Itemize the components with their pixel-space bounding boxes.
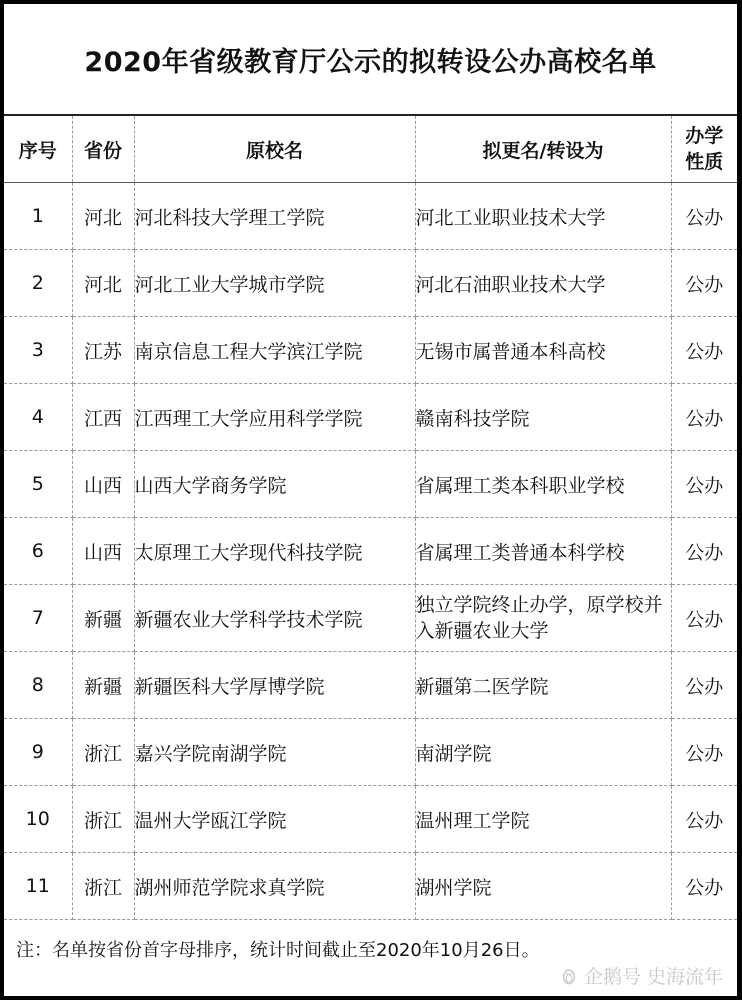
row-original-name: 新疆医科大学厚博学院 [134,652,415,719]
row-province: 新疆 [72,652,134,719]
row-original-name: 温州大学瓯江学院 [134,786,415,853]
row-province: 江苏 [72,317,134,384]
table-row [4,317,737,384]
row-renamed: 南湖学院 [415,719,671,786]
row-nature: 公办 [671,518,737,585]
row-renamed: 省属理工类本科职业学校 [415,451,671,518]
row-renamed: 河北工业职业技术大学 [415,183,671,250]
row-renamed: 赣南科技学院 [415,384,671,451]
row-province: 浙江 [72,786,134,853]
row-no: 1 [4,183,72,250]
row-renamed: 温州理工学院 [415,786,671,853]
table-row [4,652,737,719]
row-province: 浙江 [72,719,134,786]
row-province: 浙江 [72,853,134,920]
row-province: 江西 [72,384,134,451]
row-original-name: 嘉兴学院南湖学院 [134,719,415,786]
row-original-name: 山西大学商务学院 [134,451,415,518]
row-nature: 公办 [671,652,737,719]
row-no: 8 [4,652,72,719]
row-original-name: 新疆农业大学科学技术学院 [134,585,415,652]
document-frame [4,4,737,996]
row-nature: 公办 [671,317,737,384]
header-nature-line2: 性质 [685,151,724,173]
row-no: 5 [4,451,72,518]
row-province: 河北 [72,250,134,317]
table-row [4,250,737,317]
watermark [560,962,723,989]
watermark-text: 企鹅号 史海流年 [583,966,723,988]
table-header-row [4,115,737,183]
header-nature-line1: 办学 [685,125,724,147]
page-title: 2020年省级教育厅公示的拟转设公办高校名单 [84,46,657,78]
table-row [4,183,737,250]
row-province: 新疆 [72,585,134,652]
row-no: 4 [4,384,72,451]
row-nature: 公办 [671,585,737,652]
header-original: 原校名 [134,115,415,183]
schools-table [4,114,737,920]
row-nature: 公办 [671,183,737,250]
row-nature: 公办 [671,786,737,853]
row-nature: 公办 [671,451,737,518]
table-row [4,585,737,652]
row-nature: 公办 [671,719,737,786]
header-nature [671,115,737,183]
row-nature: 公办 [671,384,737,451]
row-province: 河北 [72,183,134,250]
row-province: 山西 [72,451,134,518]
row-renamed: 省属理工类普通本科学校 [415,518,671,585]
row-original-name: 湖州师范学院求真学院 [134,853,415,920]
row-original-name: 江西理工大学应用科学学院 [134,384,415,451]
table-row [4,451,737,518]
row-province: 山西 [72,518,134,585]
row-no: 6 [4,518,72,585]
header-province: 省份 [72,115,134,183]
row-nature: 公办 [671,250,737,317]
table-row [4,518,737,585]
row-renamed: 新疆第二医学院 [415,652,671,719]
table-row [4,384,737,451]
row-original-name: 太原理工大学现代科技学院 [134,518,415,585]
header-renamed: 拟更名/转设为 [415,115,671,183]
row-renamed: 河北石油职业技术大学 [415,250,671,317]
row-original-name: 南京信息工程大学滨江学院 [134,317,415,384]
row-original-name: 河北工业大学城市学院 [134,250,415,317]
table-row [4,786,737,853]
row-no: 3 [4,317,72,384]
row-no: 9 [4,719,72,786]
table-row [4,719,737,786]
row-no: 7 [4,585,72,652]
row-renamed: 无锡市属普通本科高校 [415,317,671,384]
row-no: 10 [4,786,72,853]
footnote: 注：名单按省份首字母排序，统计时间截止至2020年10月26日。 [16,940,540,961]
penguin-icon [560,967,578,985]
row-renamed: 独立学院终止办学，原学校并入新疆农业大学 [415,585,671,652]
row-original-name: 河北科技大学理工学院 [134,183,415,250]
row-no: 11 [4,853,72,920]
header-no: 序号 [4,115,72,183]
table-row [4,853,737,920]
row-renamed: 湖州学院 [415,853,671,920]
row-nature: 公办 [671,853,737,920]
row-no: 2 [4,250,72,317]
